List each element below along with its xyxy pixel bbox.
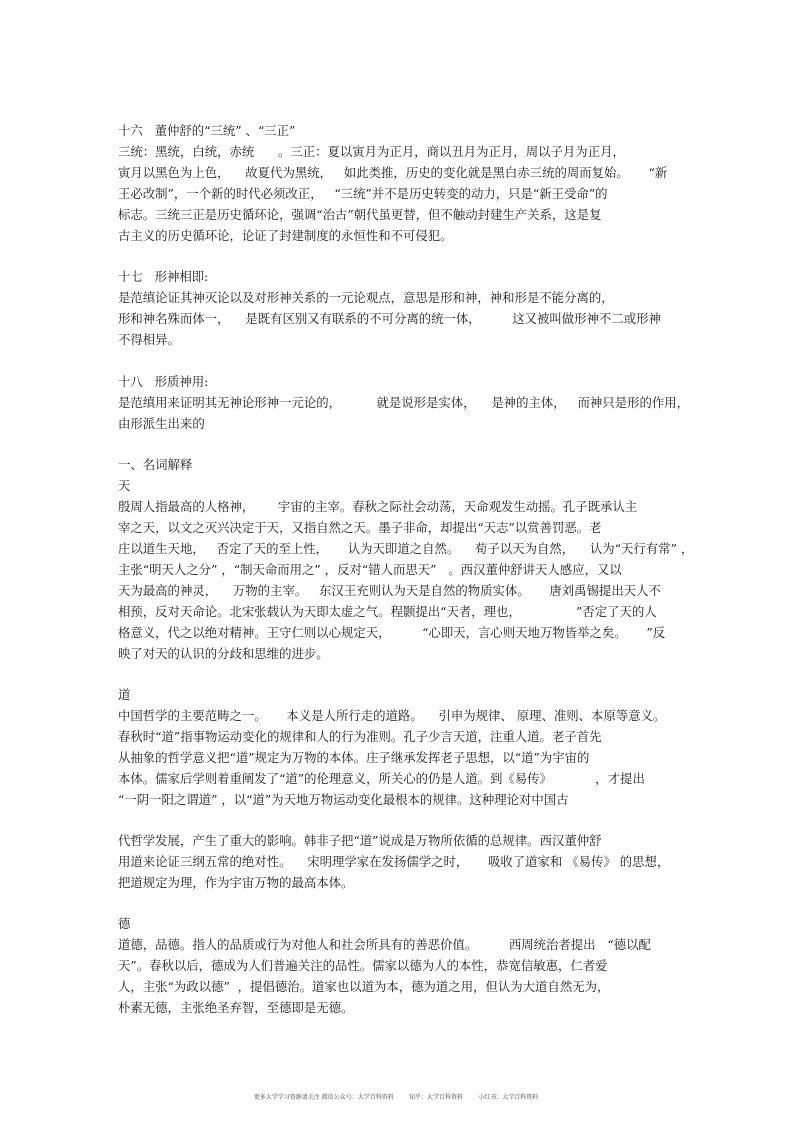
text-line: 殷周人指最高的人格神， 宇宙的主宰。春秋之际社会动荡，天命观发生动摇。孔子既承认主 — [118, 499, 638, 514]
section-heading-16: 十六 董仲舒的“三统” 、“三正” — [118, 123, 296, 138]
text-line: 把道规定为理，作为宇宙万物的最高本体。 — [118, 875, 354, 890]
section-heading-glossary: 一、名词解释 — [118, 457, 193, 472]
text-line: 格意义，代之以绝对精神。王守仁则以心规定天， “心即天，言心则天地万物皆举之矣。 ”反 — [118, 625, 666, 640]
text-line: 朴素无德，主张绝圣弃智，至德即是无德。 — [118, 1000, 354, 1015]
text-line: 古主义的历史循环论，论证了封建制度的永恒性和不可侵犯。 — [118, 228, 453, 243]
text-line: 是范缜论证其神灭论以及对形神关系的一元论观点，意思是形和神，神和形是不能分离的， — [118, 290, 614, 305]
text-line: 春秋时“道”指事物运动变化的规律和人的行为准则。孔子少言天道，注重人道。老子首先 — [118, 729, 602, 744]
text-line: 从抽象的哲学意义把“道”规定为万物的本体。庄子继承发挥老子思想，以“道”为宇宙的 — [118, 750, 590, 765]
text-line: 天”。春秋以后，德成为人们普遍关注的品性。儒家以德为人的本性，恭宽信敏惠，仁者爱 — [118, 958, 608, 973]
text-line: 王必改制”，一个新的时代必须改正， “三统”并不是历史转变的动力，只是“新王受命”的 — [118, 186, 608, 201]
text-line: 宰之天，以文之灭兴决定于天，又指自然之天。墨子非命，却提出“天志”以赏善罚恶。老 — [118, 520, 602, 535]
text-line: “一阴一阳之谓道” ，以“道”为天地万物运动变化最根本的规律。这种理论对中国古 — [118, 792, 569, 807]
section-heading-17: 十七 形神相即: — [118, 269, 209, 284]
text-line: 三统：黑统，白统，赤统 。三正：夏以寅月为正月，商以丑月为正月，周以子月为正月， — [118, 144, 625, 159]
term-heading-de: 德 — [118, 916, 131, 931]
text-line: 由形派生出来的 — [118, 416, 205, 431]
text-line: 映了对天的认识的分歧和思维的进步。 — [118, 646, 329, 661]
text-line: 道德，品德。指人的品质或行为对他人和社会所具有的善恶价值。 西周统治者提出 “德以配 — [118, 937, 651, 952]
text-line: 寅月以黑色为上色， 故夏代为黑统， 如此类推，历史的变化就是黑白赤三统的周而复始。 “新 — [118, 165, 668, 180]
text-line: 相预，反对天命论。北宋张载认为天即太虚之气。程颢提出“天者，理也， ”否定了天的人 — [118, 604, 657, 619]
section-heading-18: 十八 形质神用: — [118, 374, 209, 389]
text-line: 人，主张“为政以德” ，提倡德治。道家也以道为本，德为道之用，但认为大道自然无为， — [118, 979, 610, 994]
text-line: 是范缜用来证明其无神论形神一元论的， 就是说形是实体， 是神的主体， 而神只是形的作用， — [118, 395, 690, 410]
text-line: 代哲学发展，产生了重大的影响。韩非子把“道”说成是万物所依循的总规律。西汉董仲舒 — [118, 833, 602, 848]
term-heading-dao: 道 — [118, 687, 131, 702]
text-line: 用道来论证三纲五常的绝对性。 宋明理学家在发扬儒学之时， 吸收了道家和 《易传》 的思想， — [118, 854, 670, 869]
page-footer: 更多大学学习资源请关注 微信公众号：大学百科资料 知乎：大学百科资料 小红书：大学百科资料 — [253, 1094, 539, 1101]
text-line: 不得相异。 — [118, 332, 180, 347]
text-line: 本体。儒家后学则着重阐发了“道”的伦理意义，所关心的仍是人道。到《易传》 ，才提出 — [118, 771, 645, 786]
text-line: 主张“明天人之分” ，“制天命而用之” ，反对“错人而思天” 。西汉董仲舒讲天人感应，又以 — [118, 562, 622, 577]
text-line: 天为最高的神灵， 万物的主宰。 东汉王充则认为天是自然的物质实体。 唐刘禹锡提出天人不 — [118, 583, 661, 598]
text-line: 标志。三统三正是历史循环论，强调“治古”朝代虽更替，但不触动封建生产关系，这是复 — [118, 207, 602, 222]
text-line: 中国哲学的主要范畴之一。 本义是人所行走的道路。 引申为规律、 原理、准则、本原等意义。 — [118, 708, 666, 723]
term-heading-tian: 天 — [118, 478, 131, 493]
text-line: 形和神名殊而体一， 是既有区别又有联系的不可分离的统一体， 这又被叫做形神不二或形神 — [118, 311, 661, 326]
text-line: 庄以道生天地， 否定了天的至上性， 认为天即道之自然。 荀子以天为自然， 认为“天行有常” ， — [118, 541, 694, 556]
